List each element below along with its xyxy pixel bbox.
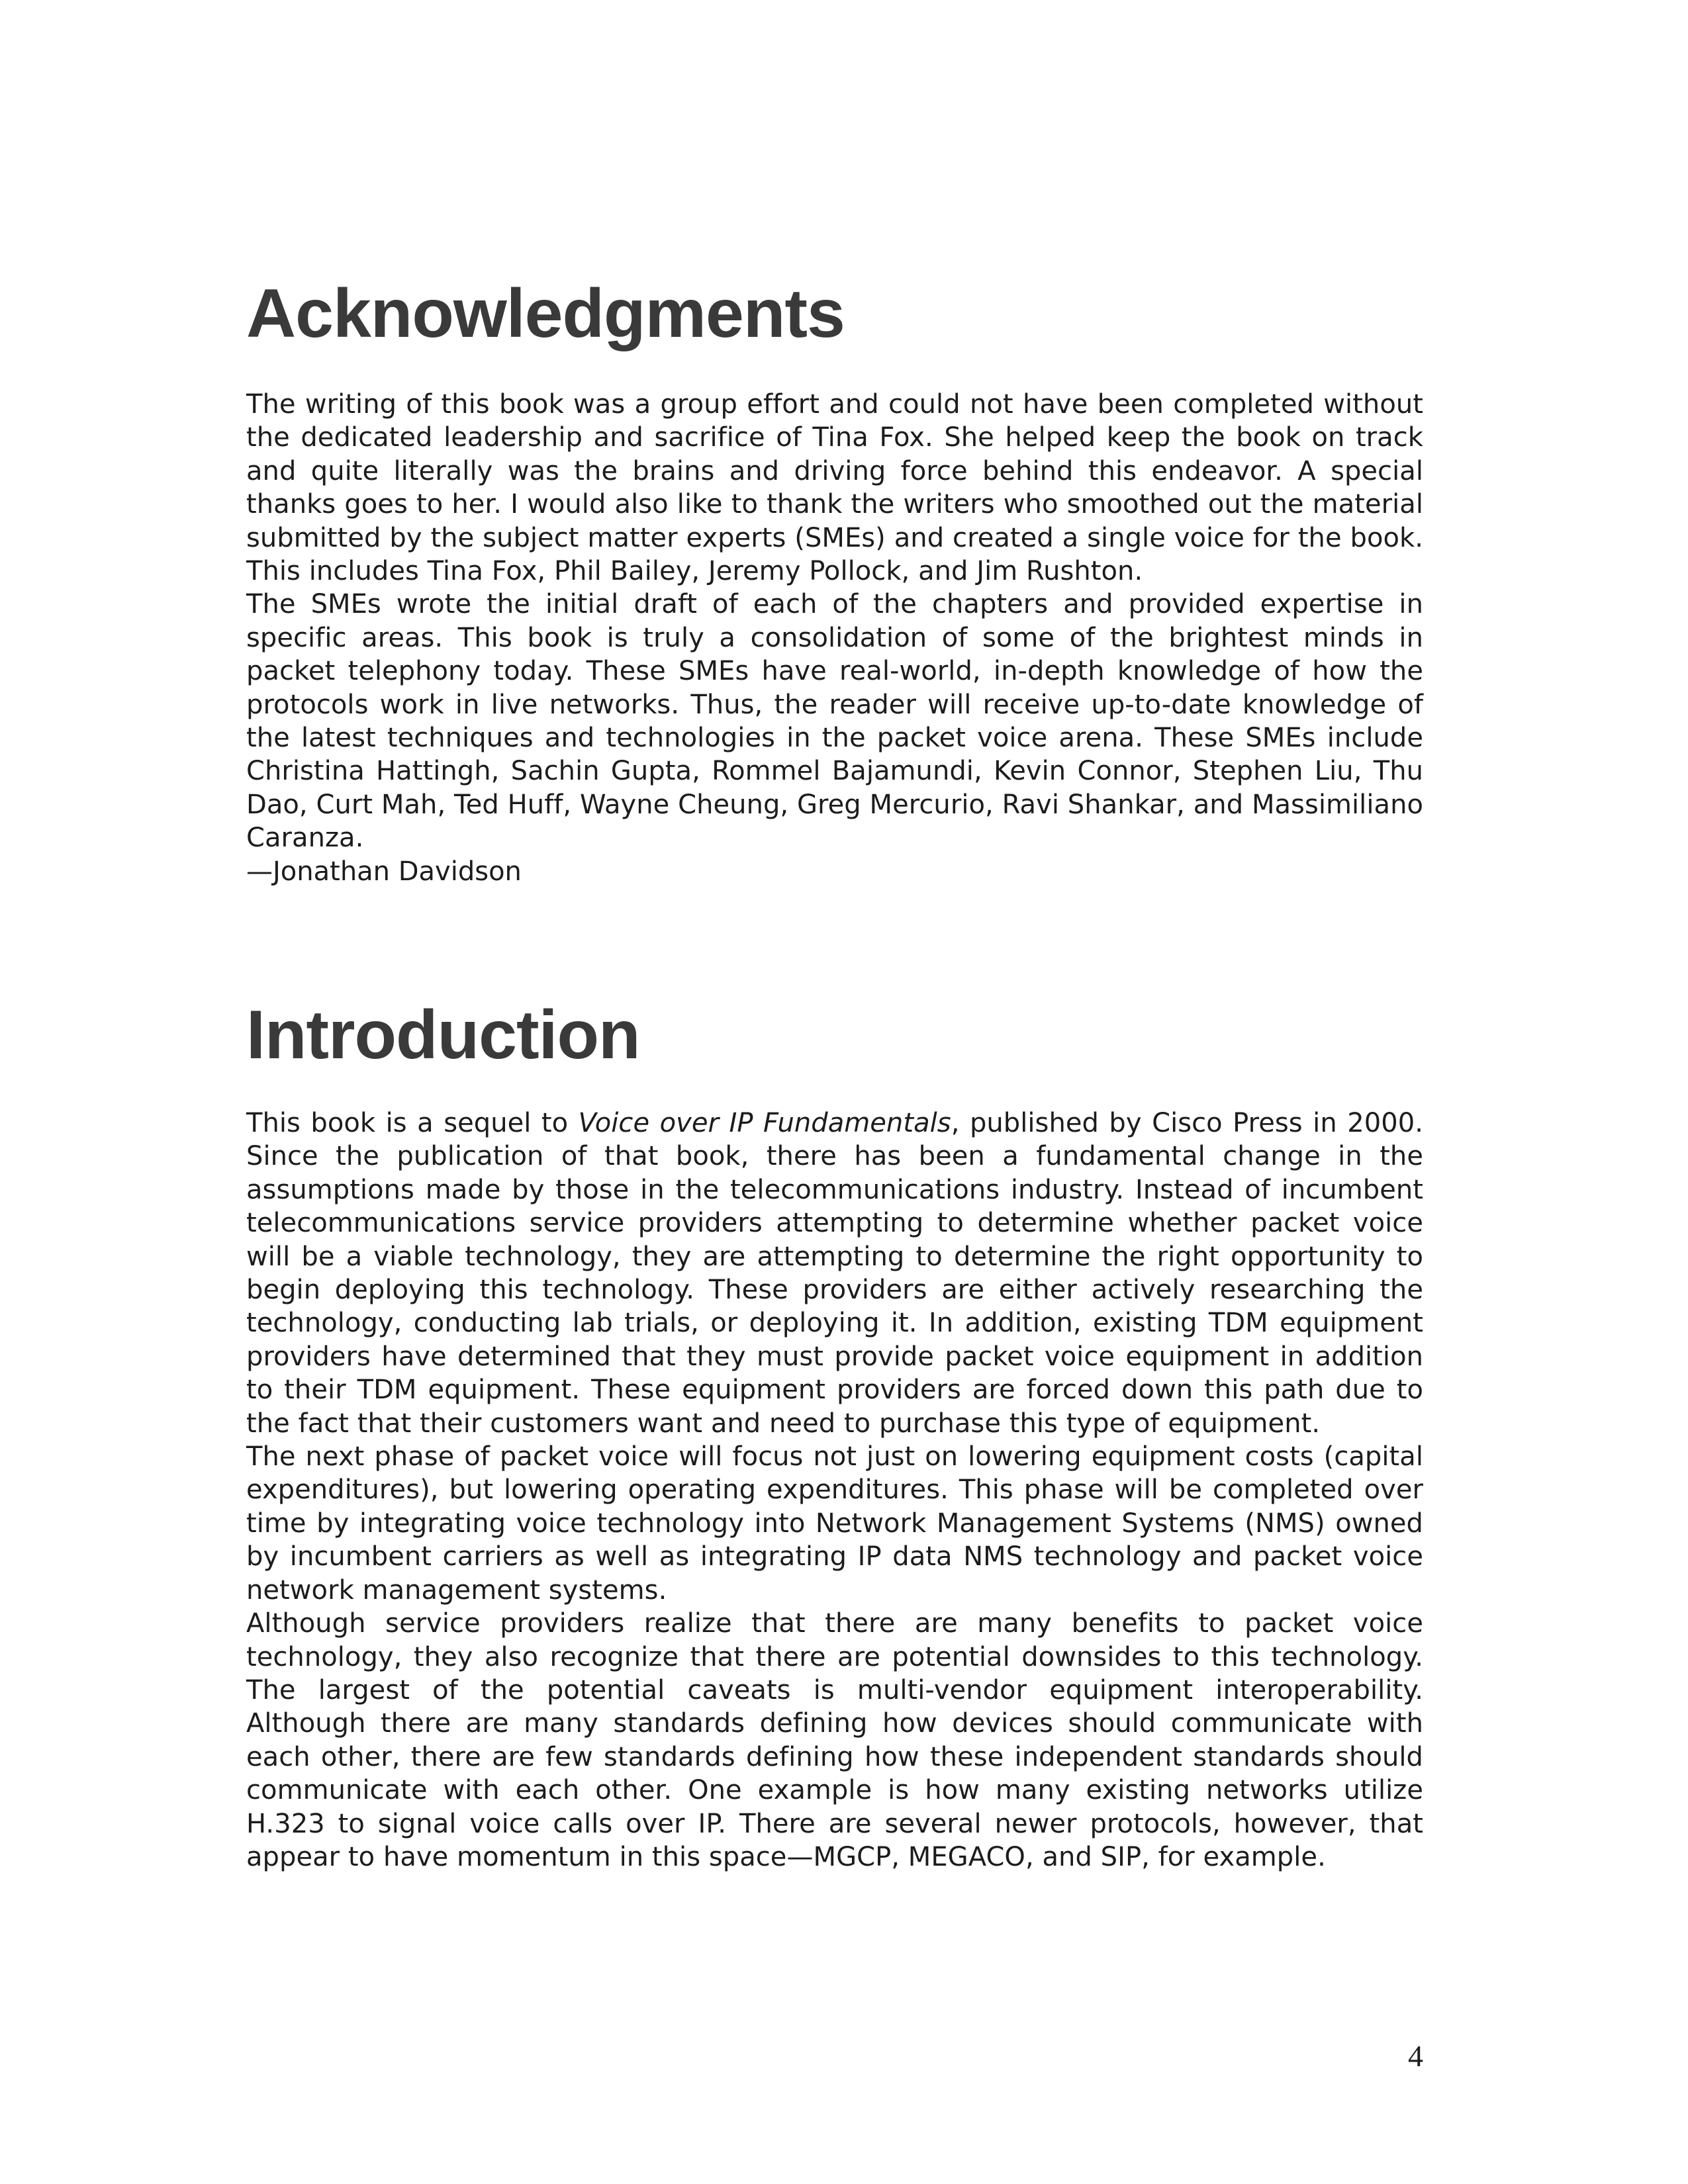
introduction-heading: Introduction [246,997,640,1073]
introduction-paragraph-1-rest: , published by Cisco Press in 2000. Since the publication of that book, there has been a fundamental change in the assumptions made by those in the telecommunications industry. Instead of incumbent telecommunications service providers attempting to determine whether packet voice will be a viable technology, they are attempting to determine the right opportunity to begin deploying this technology. These providers are either actively researching the technology, conducting lab trials, or deploying it. In addition, existing TDM equipment providers have determined that they must provide packet voice equipment in addition to their TDM equipment. These equipment providers are forced down this path due to the fact that their customers want and need to purchase this type of equipment. [246,1108,1424,1439]
introduction-paragraph-2: The next phase of packet voice will focus not just on lowering equipment costs (capital expenditures), but lowering operating expenditures. This phase will be completed over time by integrating voice technology into Network Management Systems (NMS) owned by incumbent carriers as well as integrating IP data NMS technology and packet voice network management systems. [246,1441,1423,1606]
book-title-reference: Voice over IP Fundamentals [578,1108,951,1138]
introduction-paragraph-1-lead: This book is a sequel to [246,1108,579,1138]
acknowledgments-heading: Acknowledgments [246,275,845,352]
acknowledgments-paragraph-2: The SMEs wrote the initial draft of each of the chapters and provided expertise in specific areas. This book is truly a consolidation of some of the brightest minds in packet telephony today. These SMEs have real-world, in-depth knowledge of how the protocols work in live networks. Thus, the reader will receive up-to-date knowledge of the latest techniques and technologies in the packet voice arena. These SMEs include Christina Hattingh, Sachin Gupta, Rommel Bajamundi, Kevin Connor, Stephen Liu, Thu Dao, Curt Mah, Ted Huff, Wayne Cheung, Greg Mercurio, Ravi Shankar, and Massimiliano Caranza. [246,589,1423,854]
acknowledgments-body [246,388,1423,888]
introduction-paragraph-1 [246,1107,1423,1440]
acknowledgments-signature: —Jonathan Davidson [246,856,522,887]
introduction-body [246,1107,1423,1874]
acknowledgments-paragraph-1: The writing of this book was a group effort and could not have been completed without the dedicated leadership and sacrifice of Tina Fox. She helped keep the book on track and quite literally was the brains and driving force behind this endeavor. A special thanks goes to her. I would also like to thank the writers who smoothed out the material submitted by the subject matter experts (SMEs) and created a single voice for the book. This includes Tina Fox, Phil Bailey, Jeremy Pollock, and Jim Rushton. [246,389,1423,587]
page-number: 4 [1408,2039,1423,2073]
introduction-paragraph-3: Although service providers realize that there are many benefits to packet voice technology, they also recognize that there are potential downsides to this technology. The largest of the potential caveats is multi-vendor equipment interoperability. Although there are many standards defining how devices should communicate with each other, there are few standards defining how these independent standards should communicate with each other. One example is how many existing networks utilize H.323 to signal voice calls over IP. There are several newer protocols, however, that appear to have momentum in this space—MGCP, MEGACO, and SIP, for example. [246,1608,1423,1872]
